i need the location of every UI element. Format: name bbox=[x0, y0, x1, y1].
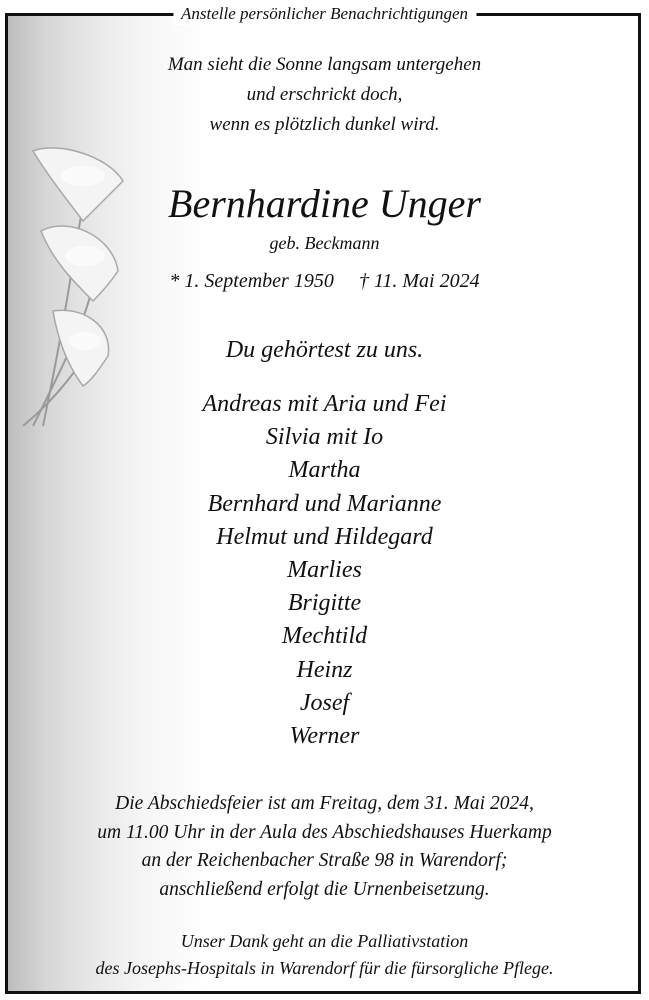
death-date: † 11. Mai 2024 bbox=[358, 270, 480, 292]
header-label: Anstelle persönlicher Benachrichtigungen bbox=[173, 3, 476, 25]
thanks-line: des Josephs-Hospitals in Warendorf für die fürsorgliche Pflege. bbox=[95, 958, 554, 978]
service-line: um 11.00 Uhr in der Aula des Abschiedshauses Huerkamp bbox=[97, 821, 552, 843]
poem-line: Man sieht die Sonne langsam untergehen bbox=[167, 54, 482, 75]
poem bbox=[0, 50, 649, 140]
list-item: Werner bbox=[289, 723, 360, 750]
closing-line: Du gehörtest zu uns. bbox=[225, 337, 424, 363]
list-item: Heinz bbox=[296, 656, 353, 683]
list-item: Mechtild bbox=[281, 623, 368, 650]
birth-date: * 1. September 1950 bbox=[169, 270, 334, 292]
thanks-line: Unser Dank geht an die Palliativstation bbox=[180, 931, 469, 951]
service-details bbox=[0, 790, 649, 904]
list-item: Andreas mit Aria und Fei bbox=[202, 391, 447, 417]
thanks-note bbox=[0, 928, 649, 982]
list-item: Helmut und Hildegard bbox=[216, 523, 433, 550]
service-line: anschließend erfolgt die Urnenbeisetzung. bbox=[159, 878, 490, 900]
poem-line: wenn es plötzlich dunkel wird. bbox=[209, 114, 440, 135]
service-line: an der Reichenbacher Straße 98 in Warendorf; bbox=[141, 850, 508, 871]
life-dates bbox=[0, 266, 649, 296]
list-item: Josef bbox=[299, 689, 350, 716]
list-item: Brigitte bbox=[287, 590, 362, 617]
deceased-name: Bernhardine Unger bbox=[168, 181, 481, 226]
maiden-name: geb. Beckmann bbox=[269, 233, 380, 253]
list-item: Martha bbox=[288, 457, 361, 484]
list-item: Bernhard und Marianne bbox=[207, 490, 442, 517]
list-item: Silvia mit Io bbox=[265, 424, 384, 451]
mourners-list bbox=[0, 388, 649, 753]
list-item: Marlies bbox=[287, 557, 362, 584]
poem-line: und erschrickt doch, bbox=[246, 84, 403, 105]
service-line: Die Abschiedsfeier ist am Freitag, dem 31. Mai 2024, bbox=[115, 793, 534, 814]
